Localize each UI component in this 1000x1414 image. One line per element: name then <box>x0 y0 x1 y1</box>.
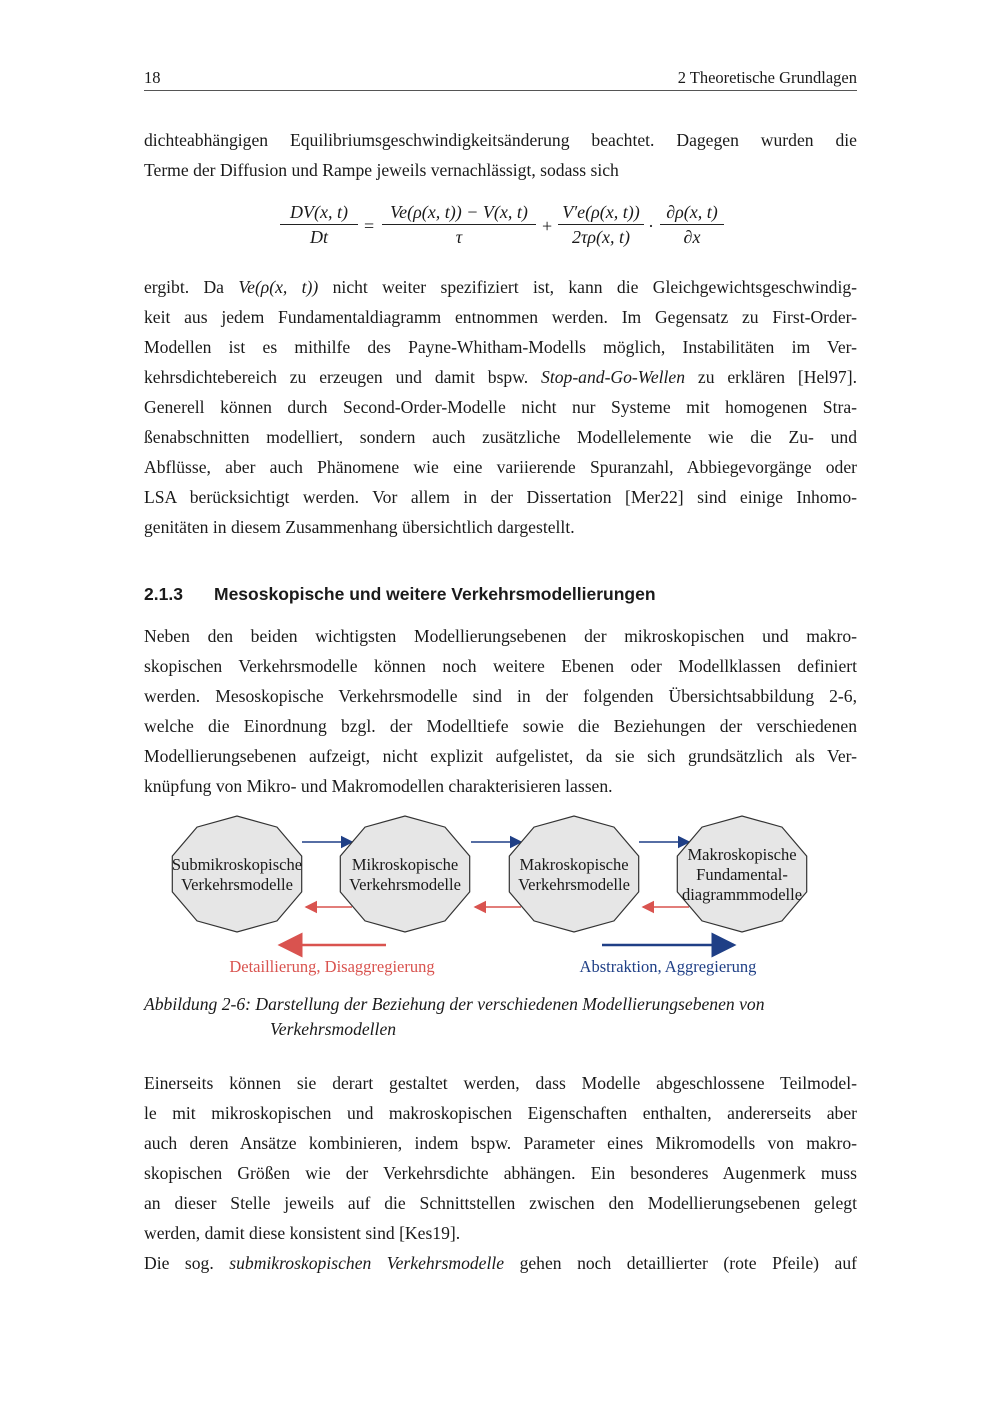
plus-sign: + <box>542 216 553 236</box>
text-line: genitäten in diesem Zusammenhang übersichtlich dargestellt. <box>144 517 575 537</box>
equation <box>280 200 730 260</box>
text-line: auch deren Ansätze kombinieren, indem bspw. Parameter eines Mikromodells von makro- <box>144 1133 857 1153</box>
model-level-node <box>340 816 469 932</box>
text-line: werden, damit diese konsistent sind [Kes19]. <box>144 1223 461 1243</box>
italic-term: submikroskopischen Verkehrsmodelle <box>229 1253 505 1273</box>
text-line: dichteabhängigen Equilibriumsgeschwindigkeitsänderung beachtet. Dagegen wurden die <box>144 130 857 150</box>
paragraph-3 <box>144 621 857 801</box>
text-line: knüpfung von Mikro- und Makromodellen charakterisieren lassen. <box>144 776 613 796</box>
paragraph-5 <box>144 1248 857 1278</box>
label-abstraktion: Abstraktion, Aggregierung <box>579 957 757 976</box>
paragraph-4 <box>144 1068 857 1248</box>
node-shape <box>509 816 638 932</box>
model-level-node <box>677 816 806 932</box>
page-number: 18 <box>144 68 161 87</box>
figure-model-levels <box>150 812 850 982</box>
model-level-node <box>509 816 638 932</box>
text-line: Die sog. submikroskopischen Verkehrsmodelle gehen noch detaillierter (rote Pfeile) auf <box>144 1253 857 1273</box>
text-line: Modellen ist es mithilfe des Payne-Whitham-Modells möglich, Instabilitäten im Ver- <box>144 337 857 357</box>
section-number: 2.1.3 <box>144 584 183 604</box>
node-label: Verkehrsmodelle <box>349 875 461 894</box>
paragraph-1 <box>144 125 857 185</box>
italic-term: Stop-and-Go-Wellen <box>541 367 686 387</box>
node-label: Makroskopische <box>687 845 797 864</box>
text-line: Abflüsse, aber auch Phänomene wie eine variierende Spuranzahl, Abbiegevorgänge oder <box>144 457 857 477</box>
text-line: skopischen Verkehrsmodelle können noch weitere Ebenen oder Modellklassen definiert <box>144 656 857 676</box>
text-line: an dieser Stelle jeweils auf die Schnittstellen zwischen den Modellierungsebenen gelegt <box>144 1193 857 1213</box>
text-line: Terme der Diffusion und Rampe jeweils vernachlässigt, sodass sich <box>144 160 619 180</box>
text-line: Neben den beiden wichtigsten Modellierungsebenen der mikroskopischen und makro- <box>144 626 857 646</box>
equals-sign: = <box>364 216 375 236</box>
node-label: Fundamental- <box>696 865 788 884</box>
text-line: kehrsdichtebereich zu erzeugen und damit bspw. Stop-and-Go-Wellen zu erklären [Hel97]. <box>144 367 857 387</box>
label-detaillierung: Detaillierung, Disaggregierung <box>229 957 435 976</box>
section-heading <box>144 584 656 605</box>
text-line: Einerseits können sie derart gestaltet werden, dass Modelle abgeschlossene Teilmodel- <box>144 1073 857 1093</box>
text-line: werden. Mesoskopische Verkehrsmodelle sind in der folgenden Übersichtsabbildung 2-6, <box>144 686 857 706</box>
text-line: skopischen Größen wie der Verkehrsdichte abhängen. Ein besonderes Augenmerk muss <box>144 1163 857 1183</box>
equation-term-2: $\frac{V'e(\rho(x, t))}{2\tau\rho(x, t)}$ <box>558 200 644 249</box>
equation-lhs: $\frac{DV(x, t)}{Dt}$ <box>280 200 358 249</box>
node-shape <box>340 816 469 932</box>
text-line: le mit mikroskopischen und makroskopischen Eigenschaften enthalten, andererseits aber <box>144 1103 857 1123</box>
model-level-node <box>172 816 302 932</box>
figure-caption: Abbildung 2-6: Darstellung der Beziehung der verschiedenen Modellierungsebenen von Verkehrsmodellen <box>144 994 765 1039</box>
chapter-title: 2 Theoretische Grundlagen <box>677 68 857 87</box>
node-label: Submikroskopische <box>171 855 303 874</box>
text-line: LSA berücksichtigt werden. Vor allem in der Dissertation [Mer22] sind einige Inhomo- <box>144 487 857 507</box>
text-line: ergibt. Da Ve(ρ(x, t)) nicht weiter spezifiziert ist, kann die Gleichgewichtsgeschwindig- <box>144 277 857 297</box>
text-line: keit aus jedem Fundamentaldiagramm entnommen werden. Im Gegensatz zu First-Order- <box>144 307 857 327</box>
equation-term-1: $\frac{Ve(\rho(x, t)) - V(x, t)}{\tau}$ <box>382 200 536 249</box>
paragraph-2 <box>144 272 857 542</box>
node-shape <box>172 816 301 932</box>
inline-math: Ve(ρ(x, t)) <box>238 277 319 297</box>
node-label: Makroskopische <box>519 855 629 874</box>
text-line: Generell können durch Second-Order-Modelle nicht nur Systeme mit homogenen Stra- <box>144 397 857 417</box>
dot-sign: · <box>648 216 654 236</box>
node-label: Verkehrsmodelle <box>518 875 630 894</box>
text-line: ßenabschnitten modelliert, sondern auch zusätzliche Modellelemente wie die Zu- und <box>144 427 857 447</box>
text-line: welche die Einordnung bzgl. der Modelltiefe sowie die Beziehungen der verschiedenen <box>144 716 857 736</box>
section-title: Mesoskopische und weitere Verkehrsmodellierungen <box>214 584 656 604</box>
node-label: Verkehrsmodelle <box>181 875 293 894</box>
node-label: Mikroskopische <box>351 855 459 874</box>
equation-term-3: $\frac{\partial\rho(x, t)}{\partial x}$ <box>660 200 724 249</box>
caption-label: Abbildung 2-6 <box>144 994 246 1014</box>
node-label: diagrammmodelle <box>681 885 803 904</box>
running-header <box>144 66 857 91</box>
text-line: Modellierungsebenen aufzeigt, nicht explizit aufgelistet, da sie sich grundsätzlich als Ver- <box>144 746 857 766</box>
